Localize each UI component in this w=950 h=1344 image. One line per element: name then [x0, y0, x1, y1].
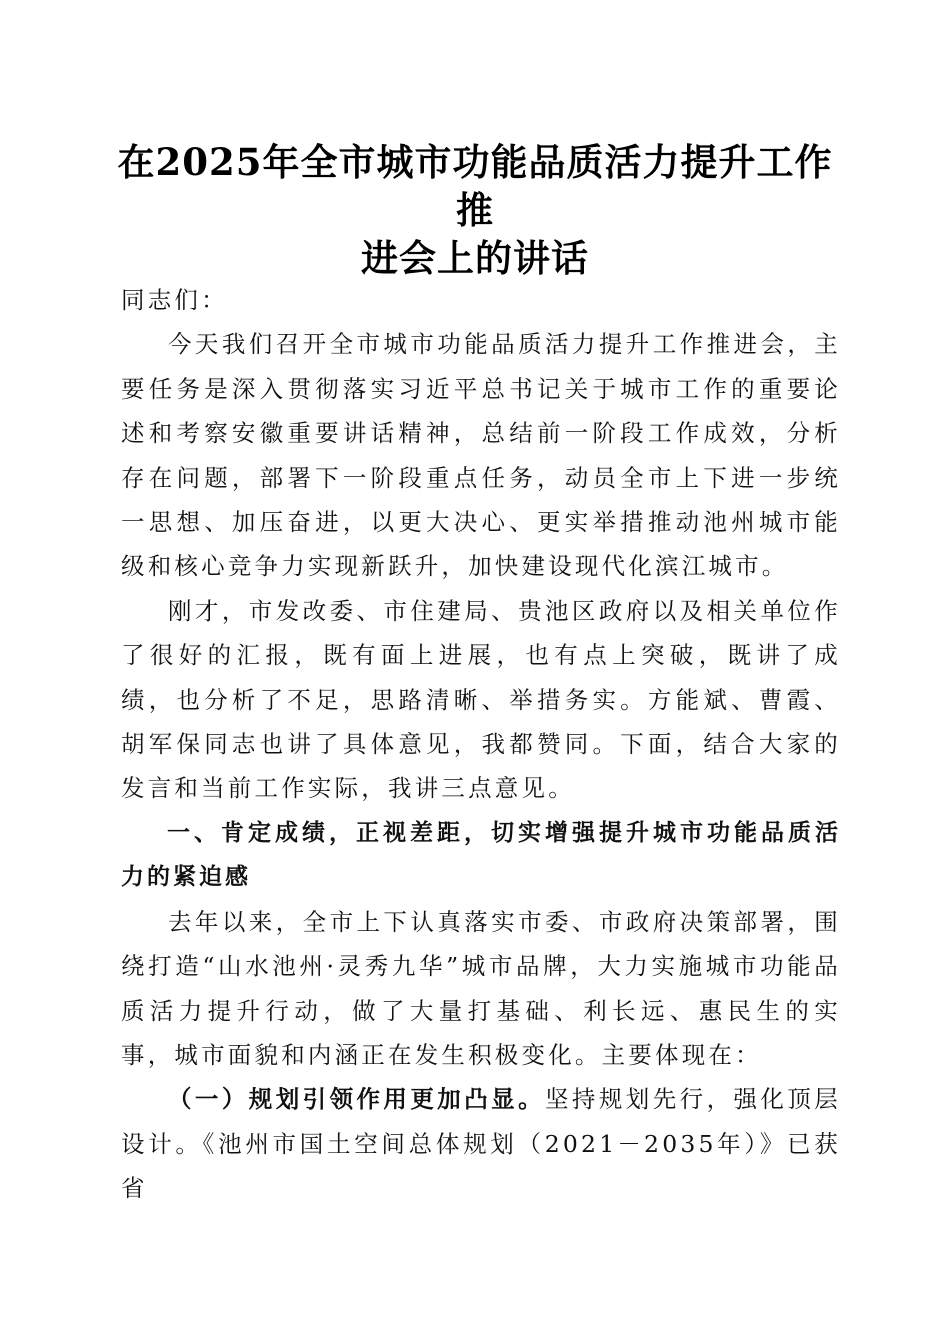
paragraph-reports: 刚才，市发改委、市住建局、贵池区政府以及相关单位作了很好的汇报，既有面上进展，也有点上突破，既讲了成绩，也分析了不足，思路清晰、举措务实。方能斌、曹霞、胡军保同志也讲了具体意见，我都赞同。下面，结合大家的发言和当前工作实际，我讲三点意见。 — [121, 596, 841, 803]
paragraph-planning — [121, 1077, 841, 1210]
paragraph-achievements: 去年以来，全市上下认真落实市委、市政府决策部署，围绕打造“山水池州·灵秀九华”城市品牌，大力实施城市功能品质活力提升行动，做了大量打基础、利长远、惠民生的实事，城市面貌和内涵正在发生积极变化。主要体现在： — [121, 907, 841, 1069]
document-body — [121, 278, 841, 1211]
subsection-text-1: 坚持规划先行，强化顶层设计。《池州市国土空间总体规划（2021－2035年）》已获省 — [121, 1085, 841, 1203]
document-title — [110, 138, 840, 282]
title-line-1: 在2025年全市城市功能品质活力提升工作推 — [117, 140, 833, 232]
section-heading-1: 一、肯定成绩，正视差距，切实增强提升城市功能品质活力的紧迫感 — [121, 819, 841, 891]
paragraph-opening: 今天我们召开全市城市功能品质活力提升工作推进会，主要任务是深入贯彻落实习近平总书记关于城市工作的重要论述和考察安徽重要讲话精神，总结前一阶段工作成效，分析存在问题，部署下一阶段重点任务，动员全市上下进一步统一思想、加压奋进，以更大决心、更实举措推动池州城市能级和核心竞争力实现新跃升，加快建设现代化滨江城市。 — [121, 330, 841, 581]
subsection-lead-1: （一）规划引领作用更加凸显。 — [168, 1085, 545, 1114]
salutation: 同志们： — [121, 286, 228, 314]
title-line-2: 进会上的讲话 — [361, 236, 589, 280]
